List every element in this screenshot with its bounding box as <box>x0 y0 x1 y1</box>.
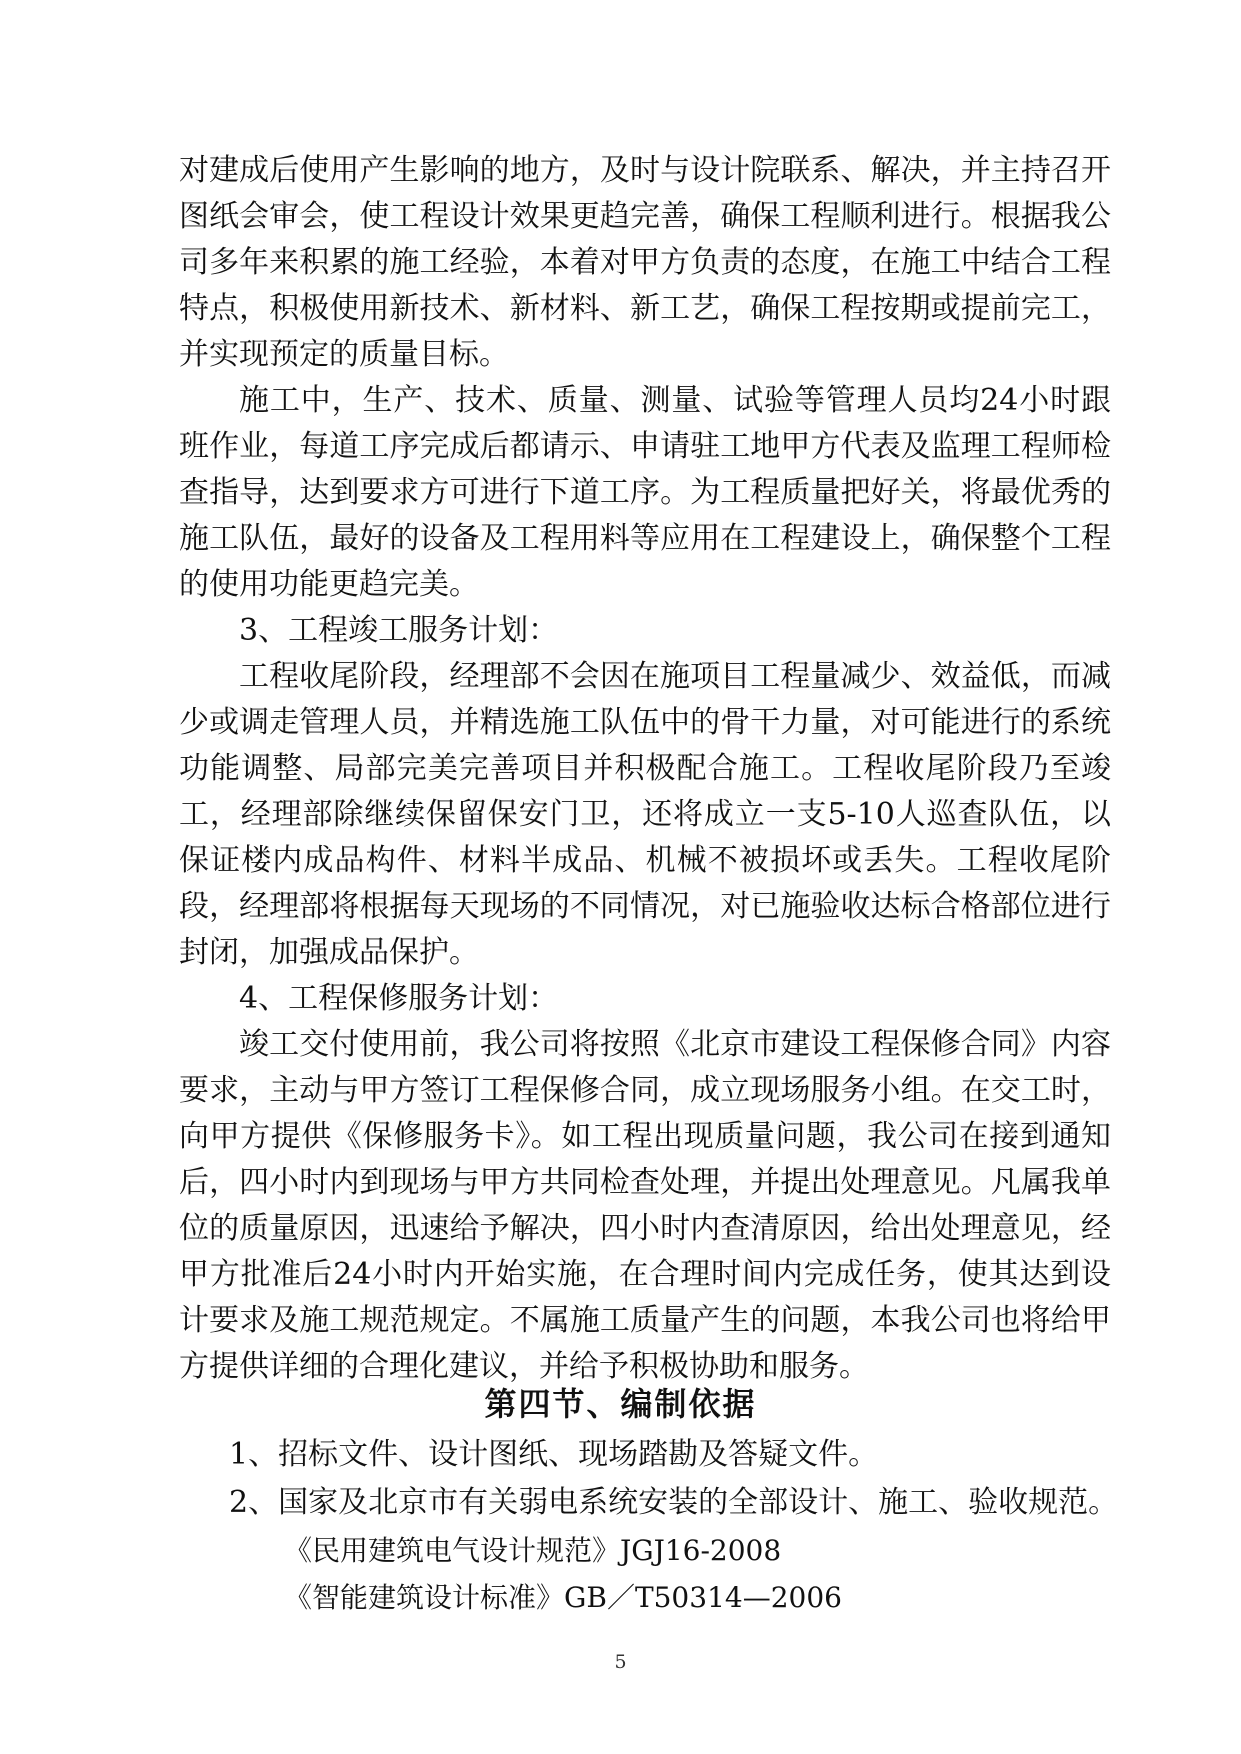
paragraph-warranty-service: 竣工交付使用前，我公司将按照《北京市建设工程保修合同》内容要求，主动与甲方签订工程保修合同，成立现场服务小组。在交工时，向甲方提供《保修服务卡》。如工程出现质量问题，我公司在接到通知后，四小时内到现场与甲方共同检查处理，并提出处理意见。凡属我单位的质量原因，迅速给予解决，四小时内查清原因，给出处理意见，经甲方批准后24小时内开始实施，在合理时间内完成任务，使其达到设计要求及施工规范规定。不属施工质量产生的问题，本我公司也将给甲方提供详细的合理化建议，并给予积极协助和服务。 <box>179 1027 1111 1384</box>
heading-completion-service-plan: 3、工程竣工服务计划： <box>239 613 559 648</box>
basis-list <box>229 1431 1129 1527</box>
body-text <box>179 148 1111 1390</box>
standard-item: 《民用建筑电气设计规范》JGJ16-2008 <box>284 1534 782 1567</box>
basis-item: 1、招标文件、设计图纸、现场踏勘及答疑文件。 <box>229 1437 879 1472</box>
standards-list <box>284 1527 1084 1621</box>
section-title: 第四节、编制依据 <box>484 1385 757 1423</box>
page-number: 5 <box>614 1651 627 1673</box>
paragraph-construction-management: 施工中，生产、技术、质量、测量、试验等管理人员均24小时跟班作业，每道工序完成后都请示、申请驻工地甲方代表及监理工程师检查指导，达到要求方可进行下道工序。为工程质量把好关，将最优秀的施工队伍，最好的设备及工程用料等应用在工程建设上，确保整个工程的使用功能更趋完美。 <box>179 383 1111 602</box>
standard-item: 《智能建筑设计标准》GB／T50314—2006 <box>284 1581 842 1614</box>
paragraph-completion-service: 工程收尾阶段，经理部不会因在施项目工程量减少、效益低，而减少或调走管理人员，并精选施工队伍中的骨干力量，对可能进行的系统功能调整、局部完美完善项目并积极配合施工。工程收尾阶段乃至竣工，经理部除继续保留保安门卫，还将成立一支5-10人巡查队伍，以保证楼内成品构件、材料半成品、机械不被损坏或丢失。工程收尾阶段，经理部将根据每天现场的不同情况，对已施验收达标合格部位进行封闭，加强成品保护。 <box>179 659 1111 970</box>
heading-warranty-service-plan: 4、工程保修服务计划： <box>239 981 559 1016</box>
paragraph-design-coordination: 对建成后使用产生影响的地方，及时与设计院联系、解决，并主持召开图纸会审会，使工程设计效果更趋完善，确保工程顺利进行。根据我公司多年来积累的施工经验，本着对甲方负责的态度，在施工中结合工程特点，积极使用新技术、新材料、新工艺，确保工程按期或提前完工，并实现预定的质量目标。 <box>179 153 1111 372</box>
basis-item: 2、国家及北京市有关弱电系统安装的全部设计、施工、验收规范。 <box>229 1485 1119 1520</box>
